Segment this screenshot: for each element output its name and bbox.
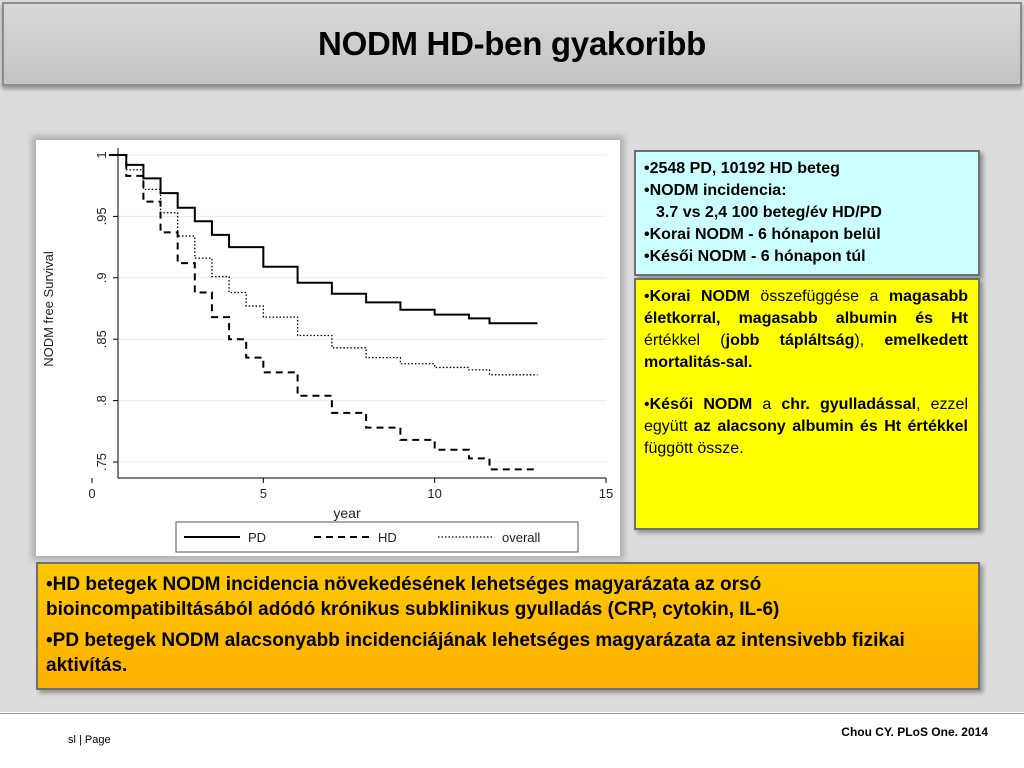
y-tick-label: 1 — [94, 151, 109, 159]
fact-item: •Késői NODM - 6 hónapon túl — [644, 248, 866, 265]
y-tick-label: .8 — [94, 395, 109, 407]
fact-item: •2548 PD, 10192 HD beteg — [644, 160, 840, 177]
x-tick-label: 15 — [598, 486, 614, 501]
y-tick-label: .95 — [94, 207, 109, 226]
title-bar — [2, 2, 1022, 86]
citation: Chou CY. PLoS One. 2014 — [841, 725, 988, 739]
x-axis-title: year — [333, 505, 361, 521]
late-nodm-paragraph: •Késői NODM a chr. gyulladással, ezzel együtt az alacsony albumin és Ht értékkel függött össze. — [644, 396, 969, 457]
fact-item: •Korai NODM - 6 hónapon belül — [644, 226, 881, 243]
findings-box — [634, 278, 980, 530]
legend-label-HD: HD — [378, 530, 397, 545]
fact-item: 3.7 vs 2,4 100 beteg/év HD/PD — [656, 204, 882, 221]
early-nodm-paragraph: •Korai NODM összefüggése a magasabb életkorral, magasabb albumin és Ht értékkel (jobb tápláltság), emelkedett mortalitás-sal. — [644, 288, 969, 371]
plot-area — [118, 148, 606, 478]
legend-label-PD: PD — [248, 530, 267, 545]
explanation-item: •HD betegek NODM incidencia növekedésének lehetséges magyarázata az orsó bioincompatibiltásából adódó krónikus subklinikus gyulladás (CRP, cytokin, IL-6) — [46, 574, 780, 620]
y-tick-label: .9 — [94, 272, 109, 284]
x-tick-label: 10 — [427, 486, 442, 501]
key-facts-box — [634, 150, 980, 276]
x-tick-label: 0 — [88, 486, 96, 501]
y-tick-label: .75 — [94, 452, 109, 472]
y-tick-label: .85 — [94, 330, 109, 349]
explanation-box — [36, 562, 980, 690]
x-tick-label: 5 — [259, 486, 267, 501]
legend-label-overall: overall — [502, 530, 541, 545]
footer-page-label: sl | Page — [68, 734, 111, 746]
survival-chart — [36, 140, 620, 556]
footer-divider — [0, 713, 1024, 714]
y-axis-title: NODM free Survival — [41, 251, 56, 367]
explanation-item: •PD betegek NODM alacsonyabb incidenciájának lehetséges magyarázata az intensivebb fizikai aktivítás. — [46, 630, 905, 676]
fact-item: •NODM incidencia: — [644, 182, 787, 199]
slide-title: NODM HD-ben gyakoribb — [318, 25, 706, 62]
chart-svg — [36, 140, 620, 556]
